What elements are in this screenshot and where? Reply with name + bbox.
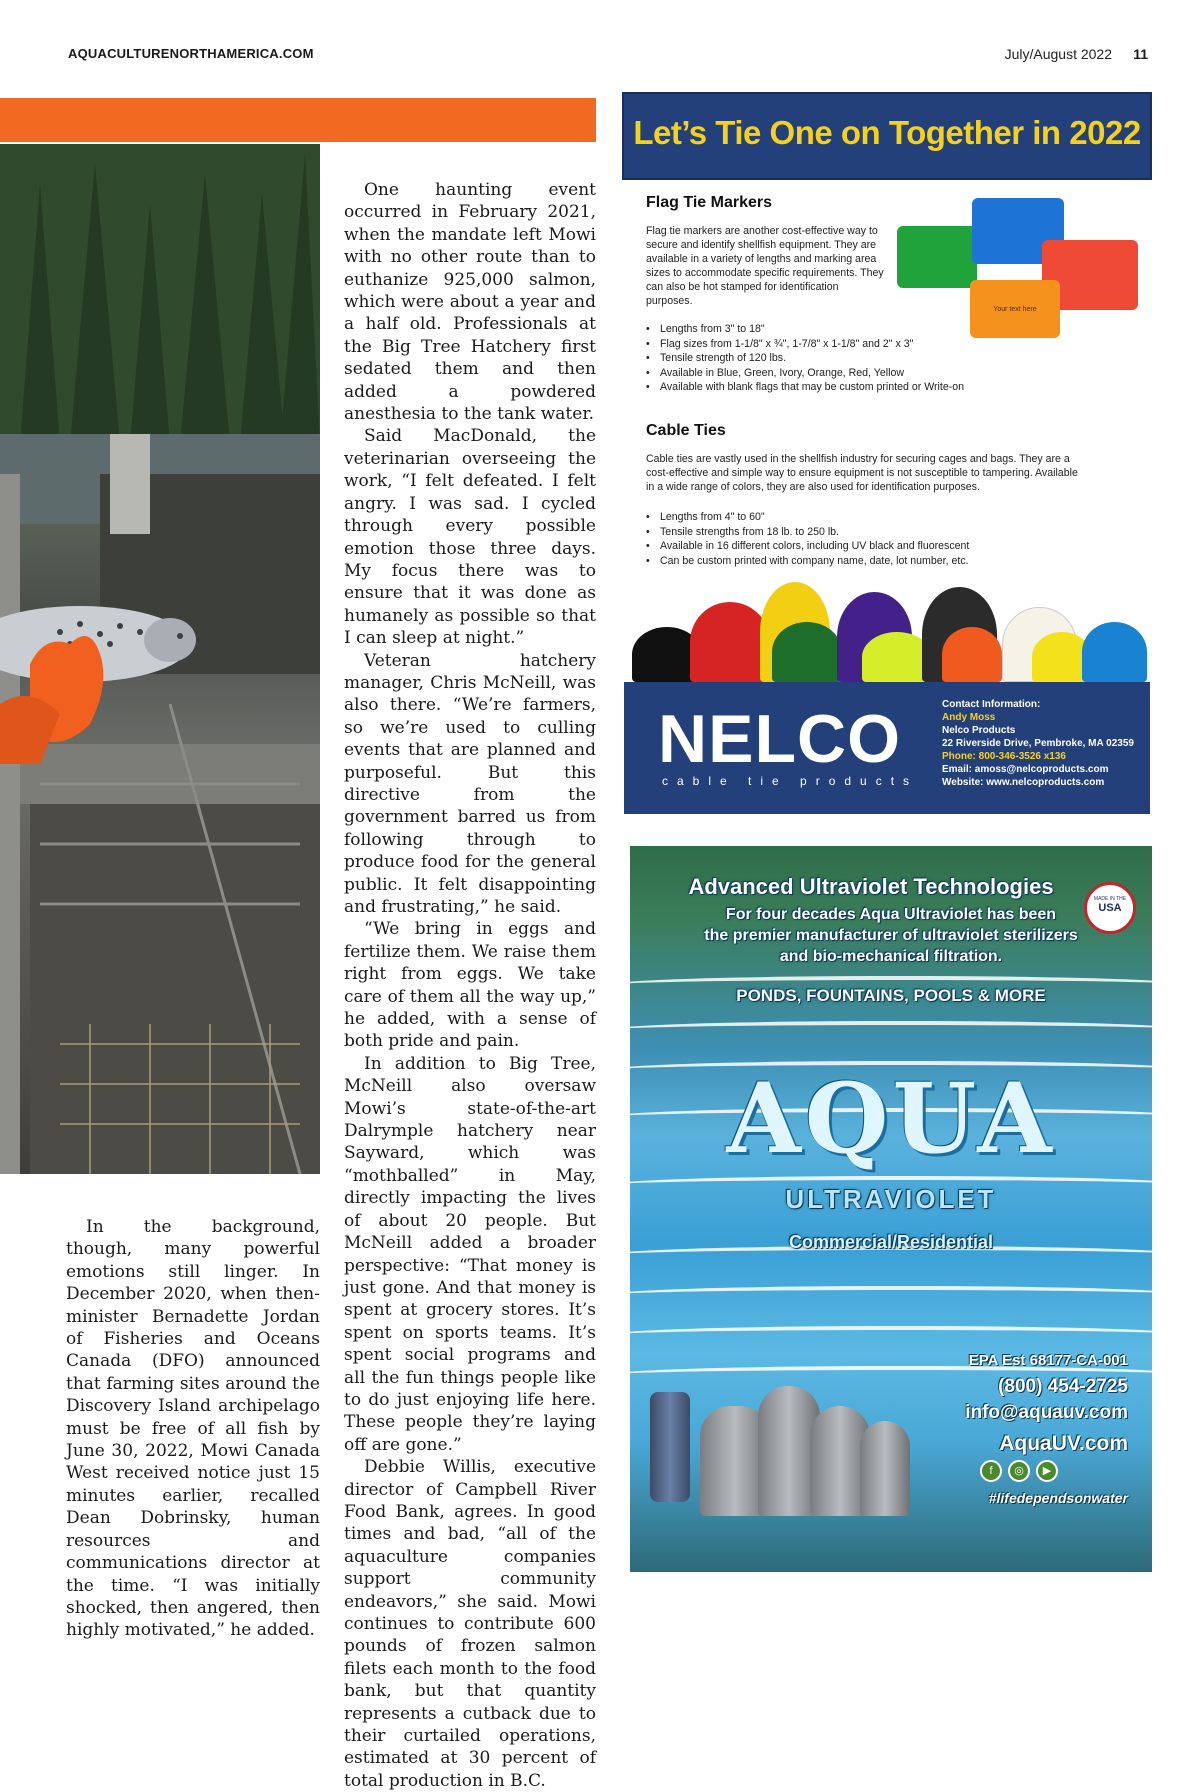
article-photo	[0, 144, 320, 1174]
list-item: • Available with blank flags that may be custom printed or Write-on	[646, 380, 1146, 395]
aqua-ultraviolet-advertisement[interactable]	[630, 846, 1152, 1572]
list-item: • Available in 16 different colors, including UV black and fluorescent	[646, 539, 1146, 554]
article-paragraph: In addition to Big Tree, McNeill also oversaw Mowi’s state-of-the-art Dalrymple hatchery near Sayward, which was “mothballed” in May, directly impacting the lives of about 20 people. But McNeill added a broader perspective: “That money is just gone. And that money is spent at grocery stores. It’s spent on sports teams. It’s spent social programs and all the fun things people like to do just enjoying life here. These people they’re laying off are gone.”	[344, 1053, 596, 1455]
aqua-tagline-line3: and bio-mechanical filtration.	[779, 948, 1003, 965]
article-paragraph: Said MacDonald, the veterinarian overseeing the work, “I felt defeated. I felt angry. I was sad. I cycled through every possible emotion those three days. My focus there was to ensure that it was done as humanely as possible so that I can sleep at night.”	[344, 426, 596, 649]
aqua-logo-subtitle: ULTRAVIOLET	[785, 1184, 997, 1214]
nelco-contact-panel	[624, 682, 1150, 814]
article-paragraph: Debbie Willis, executive director of Campbell River Food Bank, agrees. In good times and bad, “all of the aquaculture companies support community endeavors,” she said. Mowi continues to contribute 600 pounds of frozen salmon filets each month to the food bank, but that quantity represents a cutback due to their curtailed operations, estimated at 30 percent of total production in B.C.	[344, 1457, 596, 1791]
aqua-phone[interactable]: (800) 454-2725	[998, 1376, 1128, 1397]
nelco-logo: NELCO	[658, 701, 901, 777]
aqua-tagline-line1: For four decades Aqua Ultraviolet has been	[725, 906, 1057, 923]
nelco-logo-subtitle: cable tie products	[662, 774, 919, 788]
youtube-icon[interactable]: ▶	[1036, 1460, 1058, 1482]
article-paragraph: “We bring in eggs and fertilize them. We raise them right from eggs. We take care of them all the way up,” he added, with a sense of both pride and pain.	[344, 919, 596, 1052]
tag-text: Your text here	[970, 280, 1060, 338]
aqua-title: Advanced Ultraviolet Technologies	[688, 874, 1054, 899]
article-paragraph: Veteran hatchery manager, Chris McNeill, was also there. “We’re farmers, so we’re used to culling events that are planned and purposeful. But this directive from the government barred us from following through to produce food for the general public. It felt disappointing and frustrating,” he said.	[344, 650, 596, 917]
badge-small-text: MADE IN THE	[1093, 896, 1127, 902]
aqua-email[interactable]: info@aquauv.com	[965, 1402, 1128, 1423]
aqua-services: PONDS, FOUNTAINS, POOLS & MORE	[736, 986, 1046, 1005]
contact-info	[942, 698, 1134, 789]
section-bar	[0, 98, 596, 142]
nelco-headline: Let’s Tie One on Together in 2022	[633, 114, 1141, 151]
cable-ties-list	[646, 510, 1146, 568]
contact-name: Andy Moss	[942, 712, 996, 723]
page-number: 11	[1133, 46, 1148, 62]
contact-address: 22 Riverside Drive, Pembroke, MA 02359	[942, 738, 1134, 749]
instagram-icon[interactable]: ◎	[1008, 1460, 1030, 1482]
article-column-middle	[344, 179, 596, 1792]
list-item: • Flag sizes from 1-1/8" x ¾", 1-7/8" x 1-1/8" and 2" x 3"	[646, 337, 1146, 352]
page-header	[68, 46, 1148, 68]
flag-markers-list	[646, 322, 1146, 395]
aqua-segment: Commercial/Residential	[788, 1232, 994, 1252]
cable-ties-title: Cable Ties	[646, 422, 726, 439]
list-item: • Tensile strengths from 18 lb. to 250 lb.	[646, 525, 1146, 540]
article-paragraph: One haunting event occurred in February 2021, when the mandate left Mowi with no other route than to euthanize 925,000 salmon, which were about a year and a half old. Professionals at the Big Tree Hatchery first sedated them and then added a powdered anesthesia to the tank water.	[344, 180, 596, 425]
aqua-website[interactable]: AquaUV.com	[999, 1432, 1128, 1455]
uv-sterilizer-image	[650, 1392, 690, 1502]
article-paragraph: In the background, though, many powerful emotions still linger. In December 2020, when then-minister Bernadette Jordan of Fisheries and Oceans Canada (DFO) announced that farming sites around the Discovery Island archipelago must be free of all fish by June 30, 2022, Mowi Canada West received notice just 15 minutes earlier, recalled Dean Dobrinsky, human resources and communications director at the time. “I was initially shocked, then angered, then highly motivated,” he added.	[66, 1217, 320, 1641]
list-item: • Lengths from 3" to 18"	[646, 322, 1146, 337]
flag-markers-body: Flag tie markers are another cost-effective way to secure and identify shellfish equipment. They are available in a variety of lengths and marking area sizes to accommodate specific requirements. They can also be hot stamped for identification purposes.	[646, 225, 884, 307]
list-item: • Available in Blue, Green, Ivory, Orange, Red, Yellow	[646, 366, 1146, 381]
aqua-logo: AQUA	[726, 1062, 1056, 1175]
list-item: • Lengths from 4" to 60"	[646, 510, 1146, 525]
issue-date: July/August 2022	[1004, 46, 1112, 62]
contact-website[interactable]: Website: www.nelcoproducts.com	[942, 777, 1105, 788]
contact-phone[interactable]: Phone: 800-346-3526 x136	[942, 751, 1066, 762]
nelco-advertisement[interactable]	[622, 92, 1152, 818]
aqua-epa: EPA Est 68177-CA-001	[968, 1352, 1128, 1369]
nelco-banner	[622, 92, 1152, 180]
site-name[interactable]: AQUACULTURENORTHAMERICA.COM	[68, 46, 314, 61]
contact-company: Nelco Products	[942, 725, 1016, 736]
aqua-tagline-line2: the premier manufacturer of ultraviolet sterilizers	[704, 927, 1078, 944]
facebook-icon[interactable]: f	[980, 1460, 1002, 1482]
badge-big-text: USA	[1098, 902, 1122, 914]
contact-email[interactable]: Email: amoss@nelcoproducts.com	[942, 764, 1109, 775]
list-item: • Can be custom printed with company name, date, lot number, etc.	[646, 554, 1146, 569]
cable-ties-image	[632, 570, 1147, 682]
cable-ties-body: Cable ties are vastly used in the shellfish industry for securing cages and bags. They are a cost-effective and simple way to ensure equipment is not susceptible to tampering. Available in a wide range of colors, they are also used for identification purposes.	[646, 453, 1078, 493]
article-column-left	[66, 1216, 320, 1642]
made-in-usa-badge	[1084, 882, 1136, 934]
aqua-hashtag: #lifedependsonwater	[988, 1490, 1128, 1506]
contact-heading: Contact Information:	[942, 699, 1041, 710]
filter-image	[860, 1421, 910, 1516]
list-item: • Tensile strength of 120 lbs.	[646, 351, 1146, 366]
flag-markers-title: Flag Tie Markers	[646, 194, 772, 211]
